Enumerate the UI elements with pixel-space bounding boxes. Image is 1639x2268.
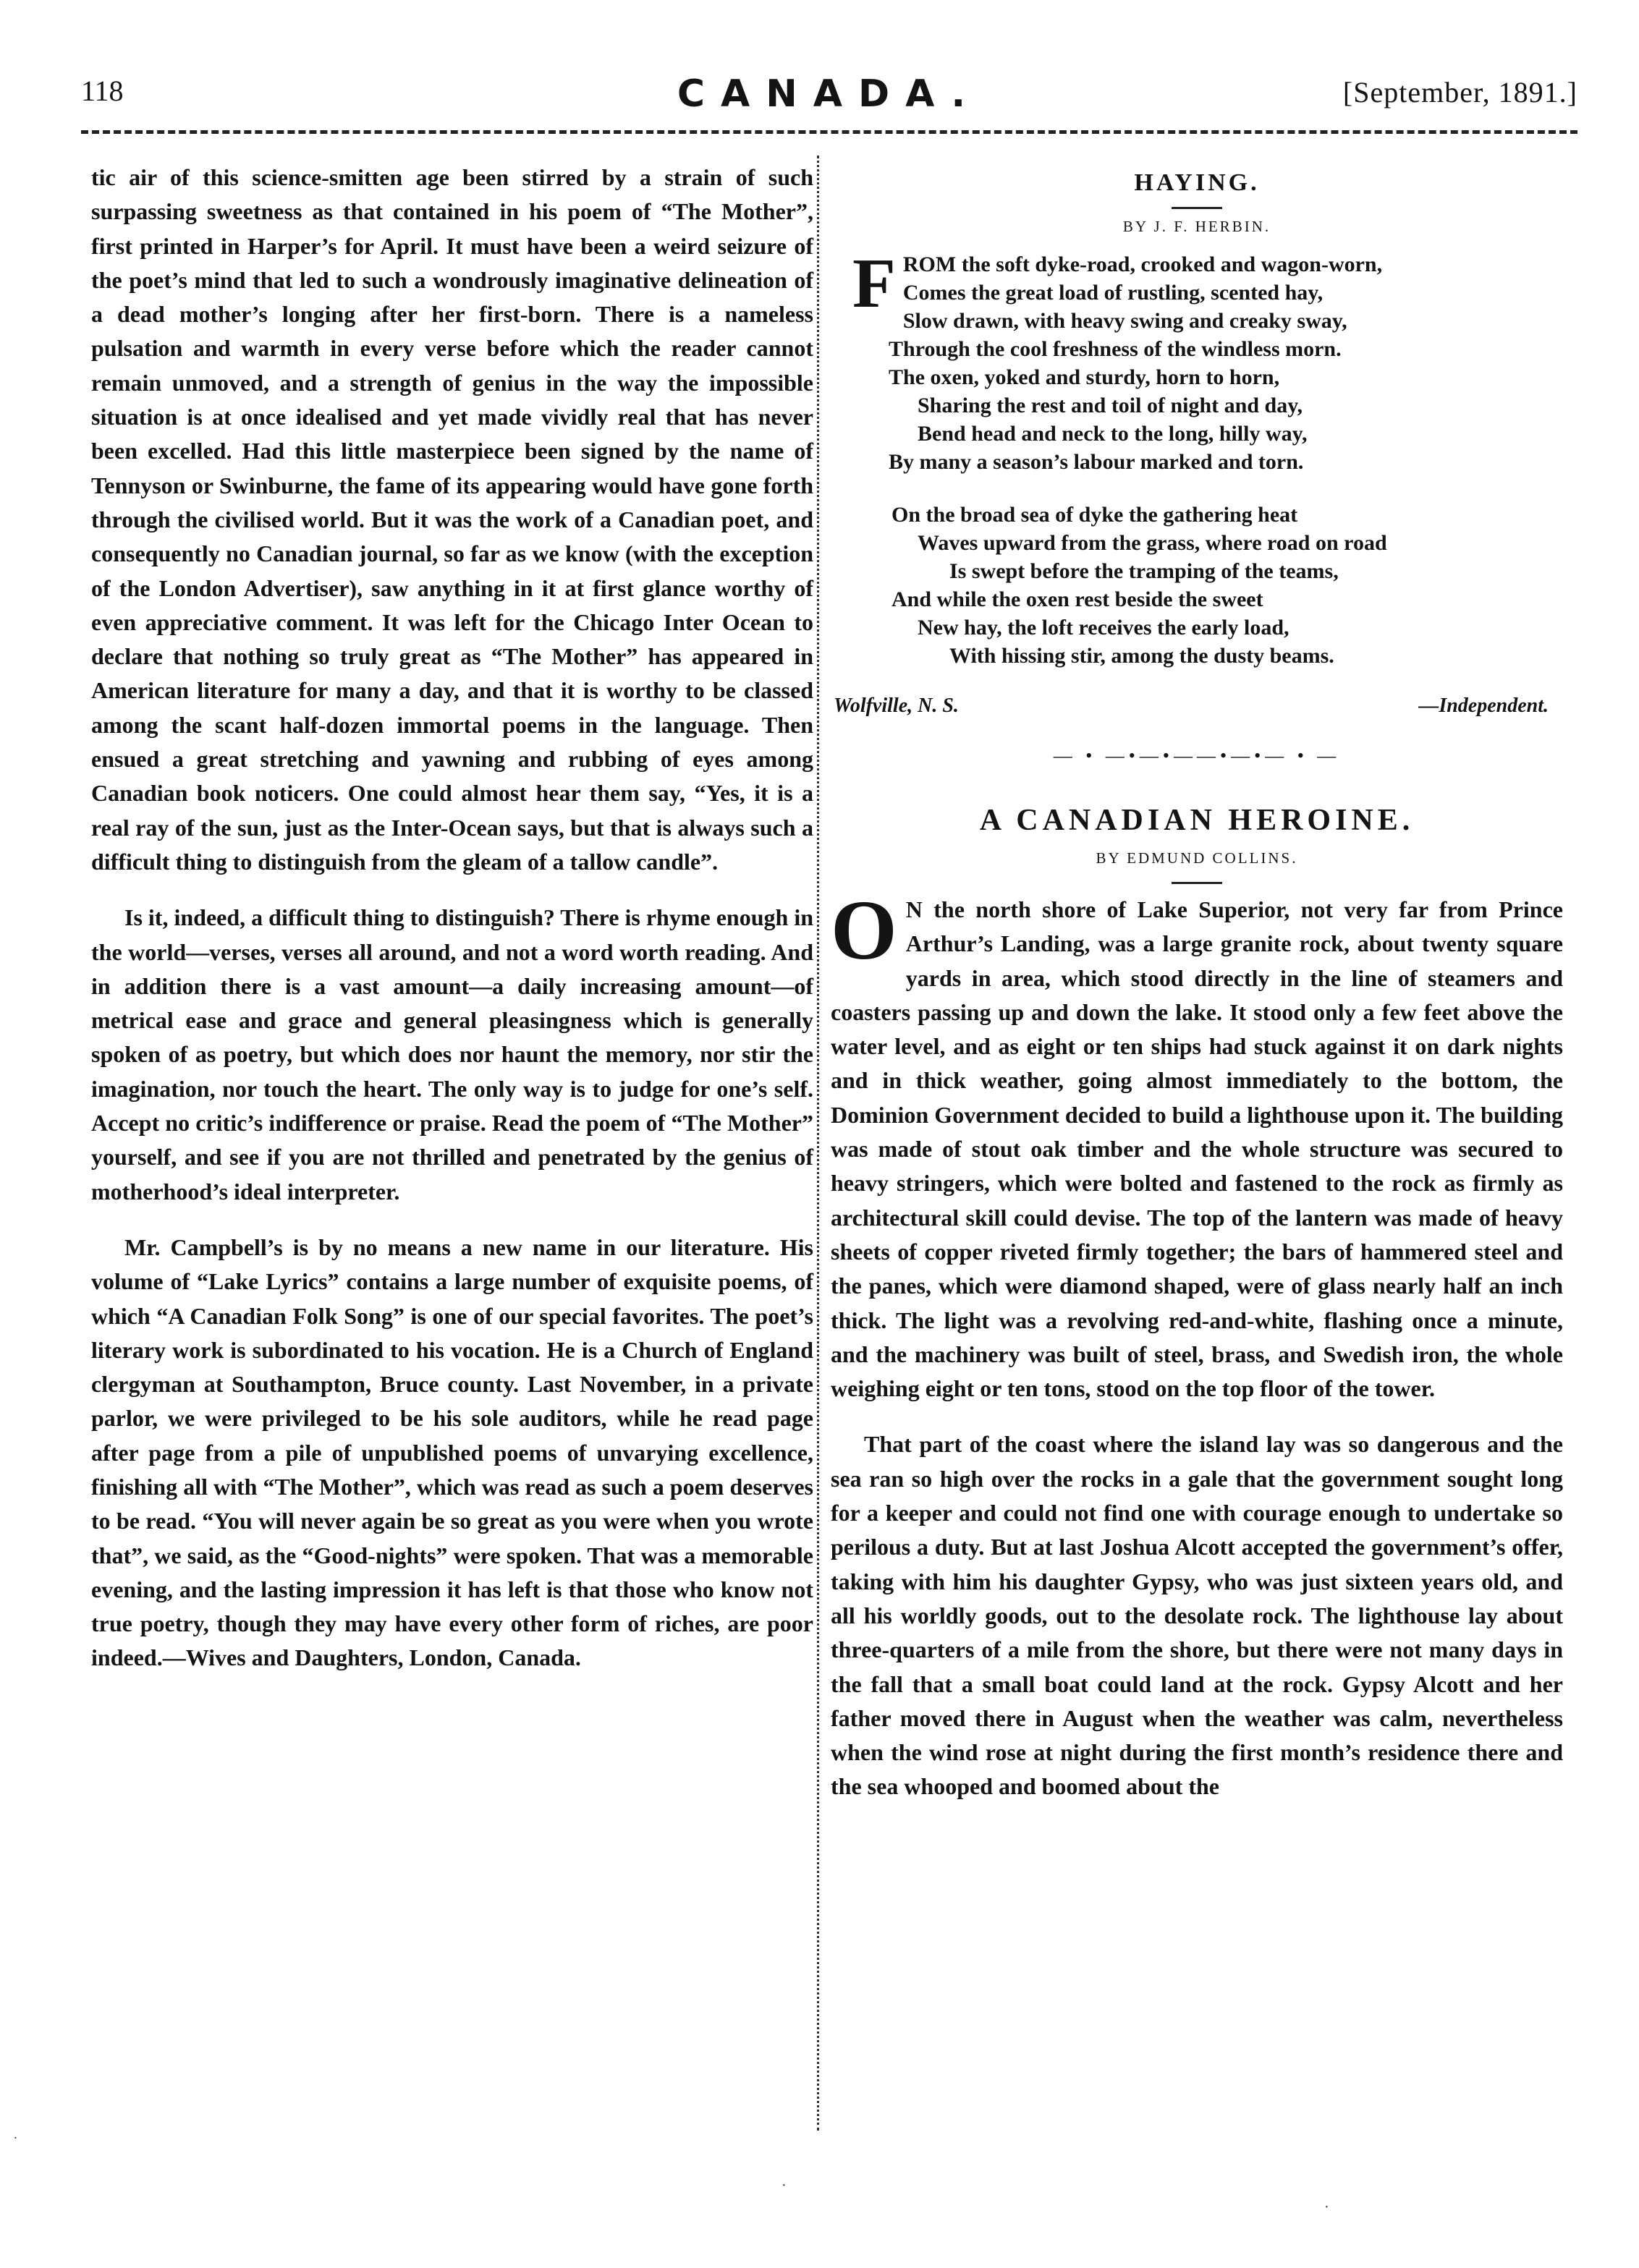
poem-line: Waves upward from the grass, where road on road [918, 531, 1387, 555]
poem-title: HAYING. [1134, 169, 1260, 196]
poem-stanza-2 [831, 501, 1563, 670]
poem-line: On the broad sea of dyke the gathering heat [892, 503, 1298, 527]
article-paragraph: Mr. Campbell’s is by no means a new name in our literature. His volume of “Lake Lyrics” contains a large number of exquisite poems, of which “A Canadian Folk Song” is one of our special favorites. The poet’s literary work is subordinated to his vocation. He is a Church of England clergyman at Southampton, Bruce county. Last November, in a private parlor, we were privileged to be his sole auditors, while he read page after page from a pile of unpublished poems of unvarying excellence, finishing all with “The Mother”, which was read as such a poem deserves to be read. “You will never again be so great as you were when you wrote that”, we said, as the “Good-nights” were spoken. That was a memorable evening, and the lasting impression it has left is that those who know not true poetry, though they may have every other form of riches, are poor indeed.—Wives and Daughters, London, Canada. [91, 1233, 813, 1671]
page-header [81, 72, 1577, 123]
poem-line: Bend head and neck to the long, hilly way, [918, 422, 1308, 446]
poem-line: Through the cool freshness of the windless morn. [889, 337, 1342, 361]
poem-line: The oxen, yoked and sturdy, horn to horn, [889, 365, 1280, 389]
short-rule [1172, 882, 1222, 884]
poem-line: With hissing stir, among the dusty beams. [949, 644, 1334, 668]
article-paragraph: Is it, indeed, a difficult thing to distinguish? There is rhyme enough in the world—verses, verses all around, and not a word worth reading. And in addition there is a vast amount—a daily increasing amount—of metrical ease and grace and general pleasingness which is generally spoken of as poetry, but which does nor haunt the memory, nor stir the imagination, nor touch the heart. The only way is to judge for one’s self. Accept no critic’s indifference or praise. Read the poem of “The Mother” yourself, and see if you are not thrilled and penetrated by the genius of motherhood’s ideal interpreter. [91, 904, 813, 1205]
story-paragraph-text: N the north shore of Lake Superior, not very far from Prince Arthur’s Landing, was a large granite rock, about twenty square yards in area, which stood directly in the line of steamers and coasters passing up and down the lake. It stood only a few feet above the water level, and as eight or ten ships had stuck against it on dark nights and in thick weather, going almost immediately to the bottom, the Dominion Government decided to build a lighthouse upon it. The building was made of stout oak timber and the whole structure was secured to heavy stringers, which were bolted and fastened to the rock as firmly as architectural skill could devise. The top of the lantern was made of heavy sheets of copper riveted firmly together; the bars of hammered steel and the panes, which were diamond shaped, were of glass nearly half an inch thick. The light was a revolving red-and-white, flashing once a minute, and the machinery was built of steel, brass, and Swedish iron, the whole weighing eight or ten tons, stood on the top floor of the tower. [831, 896, 1563, 1402]
poem-line: Slow drawn, with heavy swing and creaky sway, [902, 309, 1347, 333]
story-title: A CANADIAN HEROINE. [979, 804, 1415, 837]
short-rule [1172, 207, 1222, 209]
poem-line: And while the oxen rest beside the sweet [892, 587, 1263, 611]
poem-line: New hay, the loft receives the early load, [918, 616, 1289, 640]
article-paragraph: tic air of this science-smitten age been stirred by a strain of such surpassing sweetness as that contained in his poem of “The Mother”, first printed in Harper’s for April. It must have been a weird seizure of the poet’s mind that led to such a wondrously imaginative delineation of a dead mother’s longing after her first-born. There is a nameless pulsation and warmth in every verse before which the reader cannot remain unmoved, and a strength of genius in the way the impossible situation is at once idealised and yet made vividly real that has never been excelled. Had this little masterpiece been signed by the name of Tennyson or Swinburne, the fame of its appearing would have gone forth through the civilised world. But it was the work of a Canadian poet, and consequently no Canadian journal, so far as we know (with the exception of the London Advertiser), saw anything in it at first glance worthy of even appreciative comment. It was left for the Chicago Inter Ocean to declare that nothing so truly great as “The Mother” has appeared in American literature for many a day, and that it is worthy to be classed among the scant half-dozen immortal poems in the language. Then ensued a great stretching and yawning and rubbing of eyes among Canadian book noticers. One could almost hear them say, “Yes, it is a real ray of the sun, just as the Inter-Ocean says, but that is always such a difficult thing to distinguish from the gleam of a tallow candle”. [91, 164, 813, 875]
poem-line: By many a season’s labour marked and torn. [889, 450, 1304, 474]
right-column [831, 161, 1563, 1826]
poem-line: ROM the soft dyke-road, crooked and wagon-worn, [902, 252, 1383, 276]
left-column [91, 161, 813, 1697]
poem-place: Wolfville, N. S. [834, 695, 959, 717]
section-ornament: — • —•—•——•—•— • — [1053, 745, 1341, 766]
print-speck: ˙ [13, 2134, 18, 2150]
poem-stanza-1 [831, 245, 1563, 476]
masthead-title: CANADA. [677, 72, 982, 116]
issue-date: [September, 1891.] [1342, 76, 1577, 109]
story-drop-cap: O [831, 883, 897, 977]
print-speck: · [782, 2178, 787, 2193]
poem-line: Is swept before the tramping of the teams, [949, 559, 1339, 583]
poem-byline: BY J. F. HERBIN. [1122, 218, 1271, 235]
header-rule [81, 130, 1577, 134]
poem-line: Comes the great load of rustling, scented hay, [902, 281, 1324, 305]
poem-source: —Independent. [1418, 695, 1549, 717]
page-number: 118 [81, 75, 124, 107]
story-paragraph: That part of the coast where the island lay was so dangerous and the sea ran so high over the rocks in a gale that the government sought long for a keeper and could not find one with courage enough to undertake so perilous a duty. But at last Joshua Alcott accepted the government’s offer, taking with him his daughter Gypsy, who was just sixteen years old, and all his worldly goods, out to the desolate rock. The lighthouse lay about three-quarters of a mile from the shore, but there were not many days in the fall that a small boat could land at the rock. Gypsy Alcott and her father moved there in August when the weather was calm, nevertheless when the wind rose at night during the first month’s residence there and the sea whooped and boomed about the [831, 1431, 1563, 1800]
poem-line: Sharing the rest and toil of night and day, [918, 394, 1303, 417]
story-byline: BY EDMUND COLLINS. [1096, 849, 1298, 867]
story-paragraph [831, 883, 1563, 1406]
poem-drop-cap: F [852, 245, 896, 323]
column-divider [817, 156, 819, 2131]
print-speck: · [1324, 2199, 1329, 2215]
poem-signoff [834, 695, 1549, 718]
